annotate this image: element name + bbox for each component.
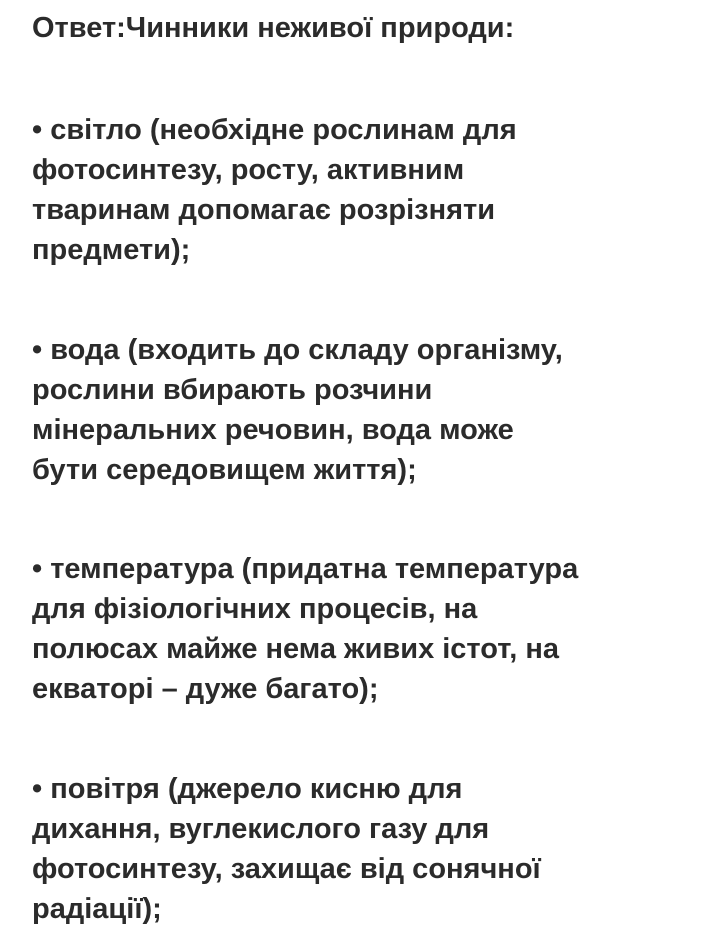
item-line: мінеральних речовин, вода може: [32, 414, 514, 446]
item-line: • температура (придатна температура: [32, 553, 579, 585]
factor-water-item: [32, 330, 563, 490]
item-line: фотосинтезу, росту, активним: [32, 154, 465, 186]
item-line: • вода (входить до складу організму,: [32, 334, 563, 366]
item-line: бути середовищем життя);: [32, 454, 417, 486]
item-line: дихання, вуглекислого газу для: [32, 813, 490, 845]
item-line: рослини вбирають розчини: [32, 374, 433, 406]
factor-air-item: [32, 769, 541, 929]
item-line: полюсах майже нема живих істот, на: [32, 633, 560, 665]
item-line: екваторі – дуже багато);: [32, 673, 379, 705]
item-line: тваринам допомагає розрізняти: [32, 194, 496, 226]
factor-light-item: [32, 110, 517, 270]
item-line: • повітря (джерело кисню для: [32, 773, 463, 805]
answer-heading: Ответ:Чинники неживої природи:: [32, 12, 515, 44]
item-line: для фізіологічних процесів, на: [32, 593, 478, 625]
item-line: радіації);: [32, 893, 162, 925]
item-line: фотосинтезу, захищає від сонячної: [32, 853, 541, 885]
item-line: • світло (необхідне рослинам для: [32, 114, 517, 146]
item-line: предмети);: [32, 234, 191, 266]
factor-temperature-item: [32, 549, 578, 709]
